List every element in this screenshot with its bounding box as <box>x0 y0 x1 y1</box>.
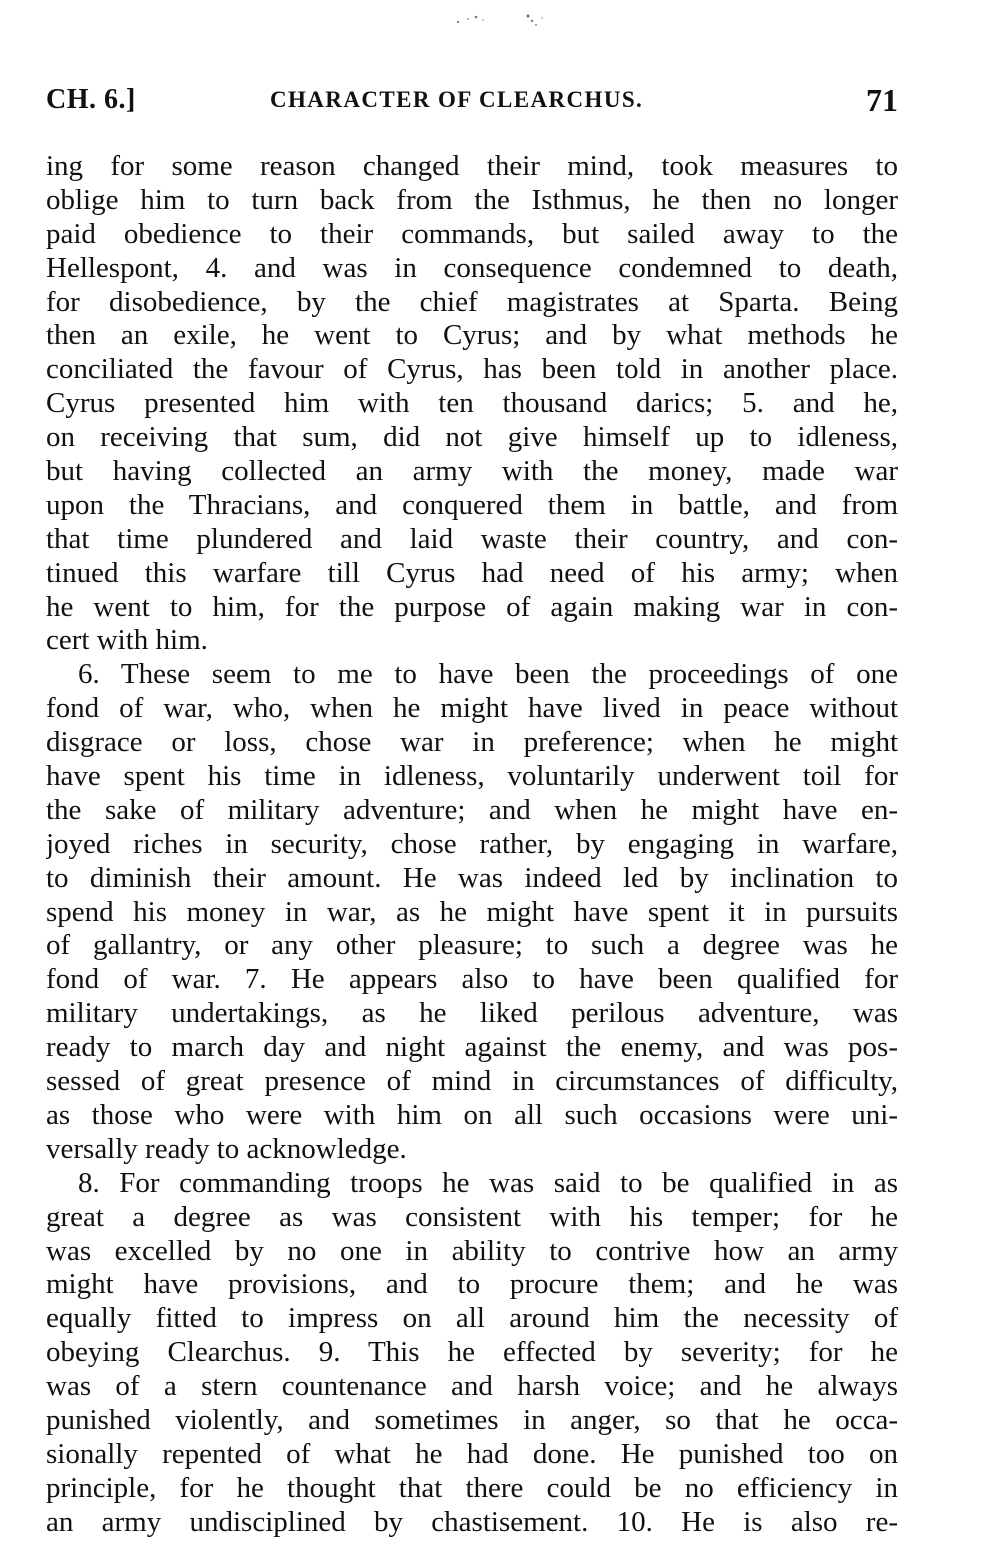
text-line: might have provisions, and to procure them; and he was <box>46 1268 898 1301</box>
text-line: on receiving that sum, did not give himself up to idleness, <box>46 421 898 454</box>
text-line: ing for some reason changed their mind, took measures to <box>46 150 898 182</box>
text-line: of gallantry, or any other pleasure; to such a degree was he <box>46 929 898 962</box>
text-line: Hellespont, 4. and was in consequence condemned to death, <box>46 251 898 284</box>
print-specks <box>450 8 560 34</box>
paragraph-first-line: 8. For commanding troops he was said to be qualified in as <box>78 1166 898 1199</box>
text-line: obeying Clearchus. 9. This he effected by severity; for he <box>46 1336 898 1369</box>
body-text <box>46 150 898 1540</box>
text-line: tinued this warfare till Cyrus had need of his army; when <box>46 556 898 589</box>
text-line: Cyrus presented him with ten thousand darics; 5. and he, <box>46 387 898 420</box>
text-line: punished violently, and sometimes in anger, so that he occa- <box>46 1403 898 1436</box>
text-line: was excelled by no one in ability to contrive how an army <box>46 1234 898 1267</box>
text-line: ready to march day and night against the enemy, and was pos- <box>46 1031 898 1064</box>
text-line: conciliated the favour of Cyrus, has been told in another place. <box>46 353 898 386</box>
text-line: he went to him, for the purpose of again making war in con- <box>46 590 898 623</box>
text-line: paid obedience to their commands, but sailed away to the <box>46 217 898 250</box>
text-line: an army undisciplined by chastisement. 10. He is also re- <box>46 1505 898 1538</box>
text-line: that time plundered and laid waste their country, and con- <box>46 522 898 555</box>
paragraph-first-line: 6. These seem to me to have been the proceedings of one <box>78 658 898 691</box>
page-number: 71 <box>866 82 898 118</box>
text-line: spend his money in war, as he might have spent it in pursuits <box>46 895 898 928</box>
text-line: the sake of military adventure; and when he might have en- <box>46 793 898 826</box>
chapter-reference: CH. 6.] <box>46 84 136 115</box>
text-line: fond of war. 7. He appears also to have been qualified for <box>46 963 898 996</box>
text-line: military undertakings, as he liked perilous adventure, was <box>46 997 898 1030</box>
running-title: CHARACTER OF CLEARCHUS. <box>270 87 644 112</box>
text-line: oblige him to turn back from the Isthmus, he then no longer <box>46 183 898 216</box>
text-line: but having collected an army with the money, made war <box>46 455 898 488</box>
text-line: sionally repented of what he had done. He punished too on <box>46 1437 898 1470</box>
text-line: for disobedience, by the chief magistrates at Sparta. Being <box>46 285 898 318</box>
text-line: versally ready to acknowledge. <box>46 1132 407 1165</box>
text-line: principle, for he thought that there could be no efficiency in <box>46 1471 898 1504</box>
text-line: then an exile, he went to Cyrus; and by what methods he <box>46 319 898 352</box>
text-line: great a degree as was consistent with his temper; for he <box>46 1200 898 1233</box>
text-line: sessed of great presence of mind in circumstances of difficulty, <box>46 1065 898 1098</box>
text-line: fond of war, who, when he might have lived in peace without <box>46 692 898 725</box>
text-line: have spent his time in idleness, voluntarily underwent toil for <box>46 760 898 793</box>
text-line: as those who were with him on all such occasions were uni- <box>46 1098 898 1131</box>
text-line: upon the Thracians, and conquered them in battle, and from <box>46 488 898 521</box>
text-line: joyed riches in security, chose rather, by engaging in warfare, <box>46 827 898 860</box>
text-line: cert with him. <box>46 624 208 657</box>
text-line: disgrace or loss, chose war in preference; when he might <box>46 726 898 759</box>
text-line: equally fitted to impress on all around him the necessity of <box>46 1302 898 1335</box>
running-header <box>46 84 904 124</box>
text-line: to diminish their amount. He was indeed led by inclination to <box>46 861 898 894</box>
text-line: was of a stern countenance and harsh voice; and he always <box>46 1370 898 1403</box>
